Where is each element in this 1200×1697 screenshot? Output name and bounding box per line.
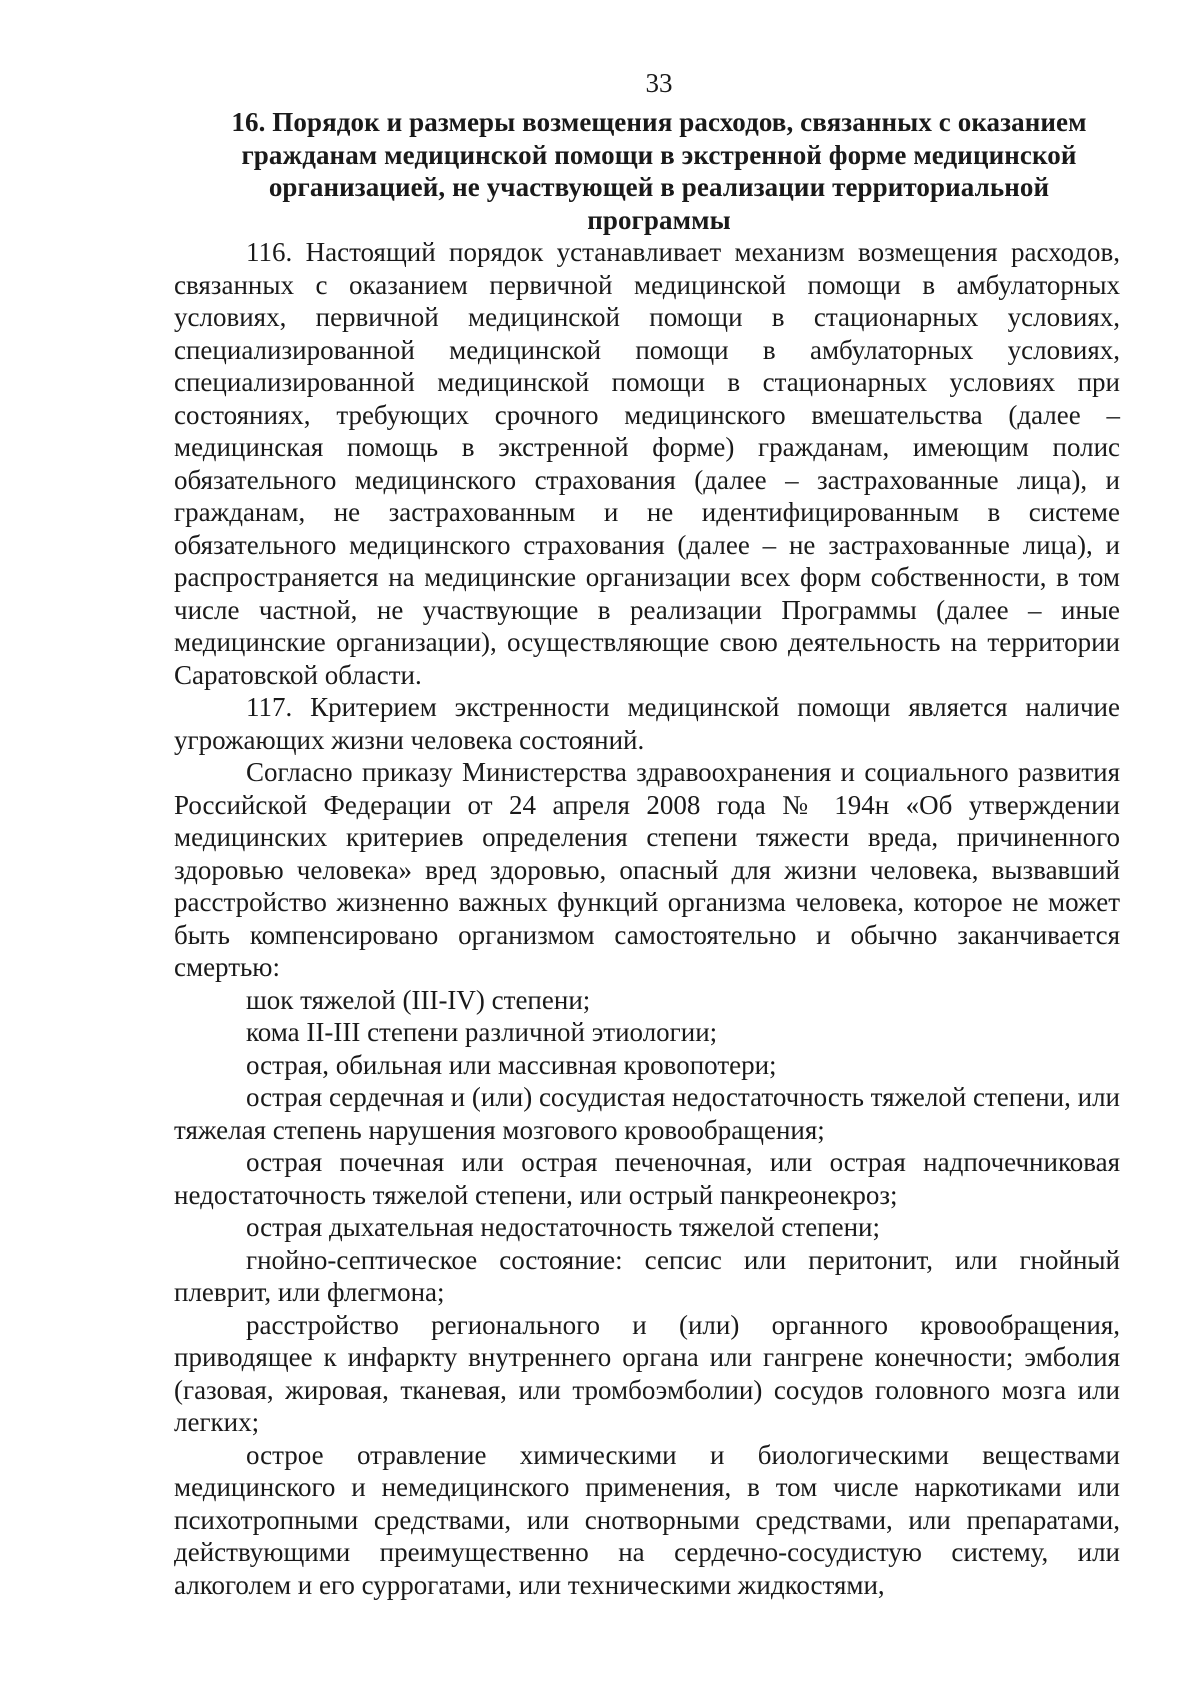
list-item: расстройство регионального и (или) органного кровообращения, приводящее к инфаркту внутреннего органа или гангрене конечности; эмболия (газовая, жировая, тканевая, или тромбоэмболии) сосудов головного мозга или легких; bbox=[174, 1309, 1120, 1437]
list-item: острая дыхательная недостаточность тяжелой степени; bbox=[246, 1212, 881, 1242]
paragraph-116: 116. Настоящий порядок устанавливает механизм возмещения расходов, связанных с оказанием первичной медицинской помощи в амбулаторных условиях, первичной медицинской помощи в стационарных условиях, специализированной медицинской помощи в амбулаторных условиях, специализированной медицинской помощи в стационарных условиях при состояниях, требующих срочного медицинского вмешательства (далее – медицинская помощь в экстренной форме) гражданам, имеющим полис обязательного медицинского страхования (далее – застрахованные лица), и гражданам, не застрахованным и не идентифицированным в системе обязательного медицинского страхования (далее – не застрахованные лица), и распространяется на медицинские организации всех форм собственности, в том числе частной, не участвующие в реализации Программы (далее – иные медицинские организации), осуществляющие свою деятельность на территории Саратовской области. bbox=[174, 237, 1120, 690]
section-heading-line: гражданам медицинской помощи в экстренной форме медицинской bbox=[241, 139, 1077, 170]
document-body bbox=[174, 236, 1120, 1601]
list-item: острое отравление химическими и биологическими веществами медицинского и немедицинского применения, в том числе наркотиками или психотропными средствами, или снотворными средствами, или препаратами, действующими преимущественно на сердечно-сосудистую систему, или алкоголем и его суррогатами, или техническими жидкостями, bbox=[174, 1439, 1120, 1600]
paragraph-117: 117. Критерием экстренности медицинской помощи является наличие угрожающих жизни человека состояний. bbox=[174, 692, 1120, 755]
section-heading-line: организацией, не участвующей в реализации территориальной программы bbox=[268, 172, 1050, 235]
paragraph-order-reference: Согласно приказу Министерства здравоохранения и социального развития Российской Федерации от 24 апреля 2008 года № 194н «Об утверждении медицинских критериев определения степени тяжести вреда, причиненного здоровью человека» вред здоровью, опасный для жизни человека, вызвавший расстройство жизненно важных функций организма человека, которое не может быть компенсировано организмом самостоятельно и обычно заканчивается смертью: bbox=[174, 757, 1120, 982]
section-heading-line: 16. Порядок и размеры возмещения расходов, связанных с оказанием bbox=[231, 107, 1087, 137]
page-number: 33 bbox=[645, 68, 673, 98]
list-item: острая, обильная или массивная кровопотери; bbox=[246, 1049, 777, 1080]
list-item: острая почечная или острая печеночная, или острая надпочечниковая недостаточность тяжелой степени, или острый панкреонекроз; bbox=[174, 1147, 1120, 1210]
list-item: шок тяжелой (III-IV) степени; bbox=[246, 984, 591, 1015]
list-item: гнойно-септическое состояние: сепсис или перитонит, или гнойный плеврит, или флегмона; bbox=[174, 1244, 1120, 1307]
section-heading bbox=[174, 106, 1120, 236]
list-item: острая сердечная и (или) сосудистая недостаточность тяжелой степени, или тяжелая степень нарушения мозгового кровообращения; bbox=[174, 1082, 1120, 1145]
document-page bbox=[174, 0, 1120, 1601]
list-item: кома II-III степени различной этиологии; bbox=[246, 1017, 718, 1047]
